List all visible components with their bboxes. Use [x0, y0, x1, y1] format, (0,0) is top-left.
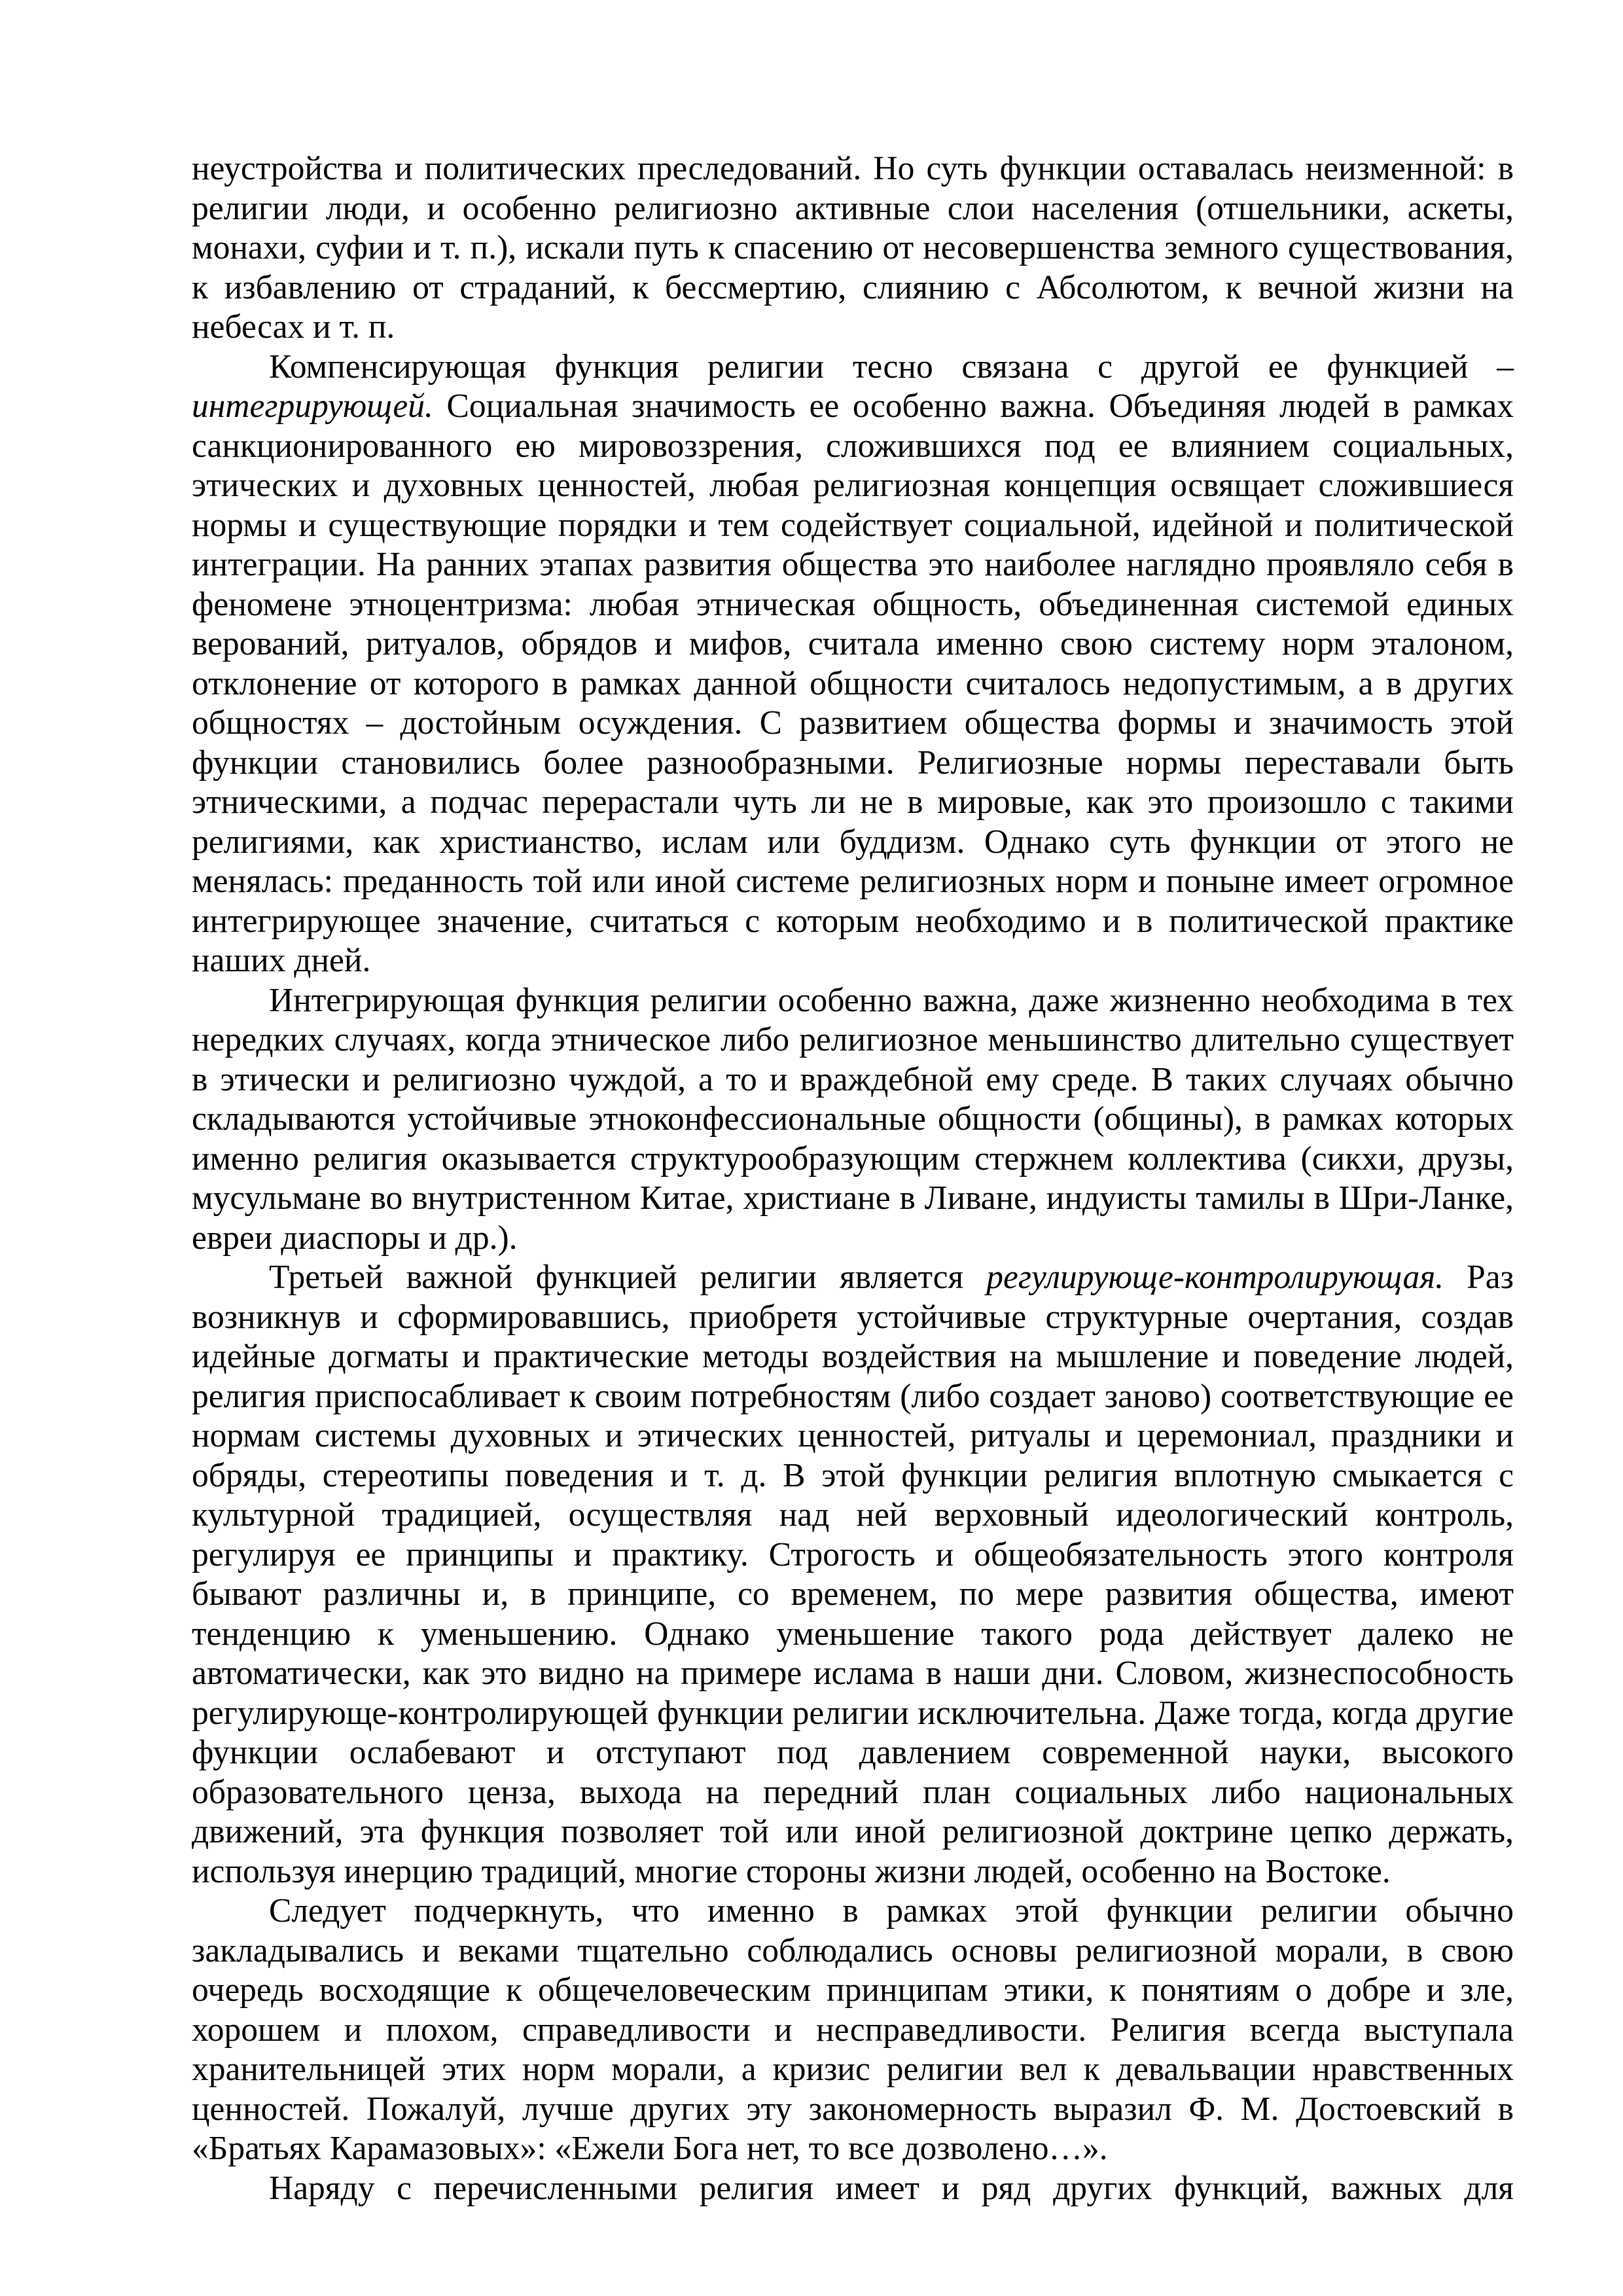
paragraph-6-text: Наряду с перечисленными религия имеет и ряд других функций, важных для: [269, 2169, 1514, 2207]
term-regulating-controlling: регулирующе-контролирующая.: [986, 1259, 1444, 1296]
paragraph-4-text-rest: Раз возникнув и сформировавшись, приобретя устойчивые структурные очертания, создав идейные догматы и практические методы воздействия на мышление и поведение людей, религия приспосабливает к своим потребностям (либо создает заново) соответствующие ее нормам системы духовных и этических ценностей, ритуалы и церемониал, праздники и обряды, стереотипы поведения и т. д. В этой функции религия вплотную смыкается с культурной традицией, осуществляя над ней верховный идеологический контроль, регулируя ее принципы и практику. Строгость и общеобязательность этого контроля бывают различны и, в принципе, со временем, по мере развития общества, имеют тенденцию к уменьшению. Однако уменьшение такого рода действует далеко не автоматически, как это видно на примере ислама в наши дни. Словом, жизнеспособность регулирующе-контролирующей функции религии исключительна. Даже тогда, когда другие функции ослабевают и отступают под давлением современной науки, высокого образовательного ценза, выхода на передний план социальных либо национальных движений, эта функция позволяет той или иной религиозной доктрине цепко держать, используя инерцию традиций, многие стороны жизни людей, особенно на Востоке.: [192, 1259, 1514, 1890]
paragraph-1: [192, 149, 1514, 348]
paragraph-2-text-start: Компенсирующая функция религии тесно связана с другой ее функцией –: [269, 348, 1514, 386]
document-page: [192, 149, 1514, 2208]
paragraph-1-text: неустройства и политических преследований. Но суть функции оставалась неизменной: в религии люди, и особенно религиозно активные слои населения (отшельники, аскеты, монахи, суфии и т. п.), искали путь к спасению от несовершенства земного существования, к избавлению от страданий, к бессмертию, слиянию с Абсолютом, к вечной жизни на небесах и т. п.: [192, 150, 1514, 346]
paragraph-6-continued: [192, 2169, 1514, 2209]
paragraph-5-text: Следует подчеркнуть, что именно в рамках этой функции религии обычно закладывались и веками тщательно соблюдались основы религиозной морали, в свою очередь восходящие к общечеловеческим принципам этики, к понятиям о добре и зле, хорошем и плохом, справедливости и несправедливости. Религия всегда выступала хранительницей этих норм морали, а кризис религии вел к девальвации нравственных ценностей. Пожалуй, лучше других эту закономерность выразил Ф. М. Достоевский в «Братьях Карамазовых»: «Ежели Бога нет, то все дозволено…».: [192, 1892, 1514, 2167]
paragraph-4-text-start: Третьей важной функцией религии является: [269, 1259, 987, 1296]
paragraph-4-regulating-function: [192, 1258, 1514, 1892]
paragraph-5: [192, 1892, 1514, 2169]
term-integrating: интегрирующей.: [192, 387, 433, 425]
paragraph-3-text: Интегрирующая функция религии особенно важна, даже жизненно необходима в тех нередких случаях, когда этническое либо религиозное меньшинство длительно существует в этически и религиозно чуждой, а то и враждебной ему среде. В таких случаях обычно складываются устойчивые этноконфессиональные общности (общины), в рамках которых именно религия оказывается структурообразующим стержнем коллектива (сикхи, друзы, мусульмане во внутристенном Китае, христиане в Ливане, индуисты тамилы в Шри-Ланке, евреи диаспоры и др.).: [192, 981, 1514, 1257]
paragraph-3: [192, 981, 1514, 1259]
paragraph-2-integrating-function: [192, 348, 1514, 981]
paragraph-2-text-rest: Социальная значимость ее особенно важна. Объединяя людей в рамках санкционированного ею мировоззрения, сложившихся под ее влиянием социальных, этических и духовных ценностей, любая религиозная концепция освящает сложившиеся нормы и существующие порядки и тем содействует социальной, идейной и политической интеграции. На ранних этапах развития общества это наиболее наглядно проявляло себя в феномене этноцентризма: любая этническая общность, объединенная системой единых верований, ритуалов, обрядов и мифов, считала именно свою систему норм эталоном, отклонение от которого в рамках данной общности считалось недопустимым, а в других общностях – достойным осуждения. С развитием общества формы и значимость этой функции становились более разнообразными. Религиозные нормы переставали быть этническими, а подчас перерастали чуть ли не в мировые, как это произошло с такими религиями, как христианство, ислам или буддизм. Однако суть функции от этого не менялась: преданность той или иной системе религиозных норм и поныне имеет огромное интегрирующее значение, считаться с которым необходимо и в политической практике наших дней.: [192, 387, 1514, 979]
